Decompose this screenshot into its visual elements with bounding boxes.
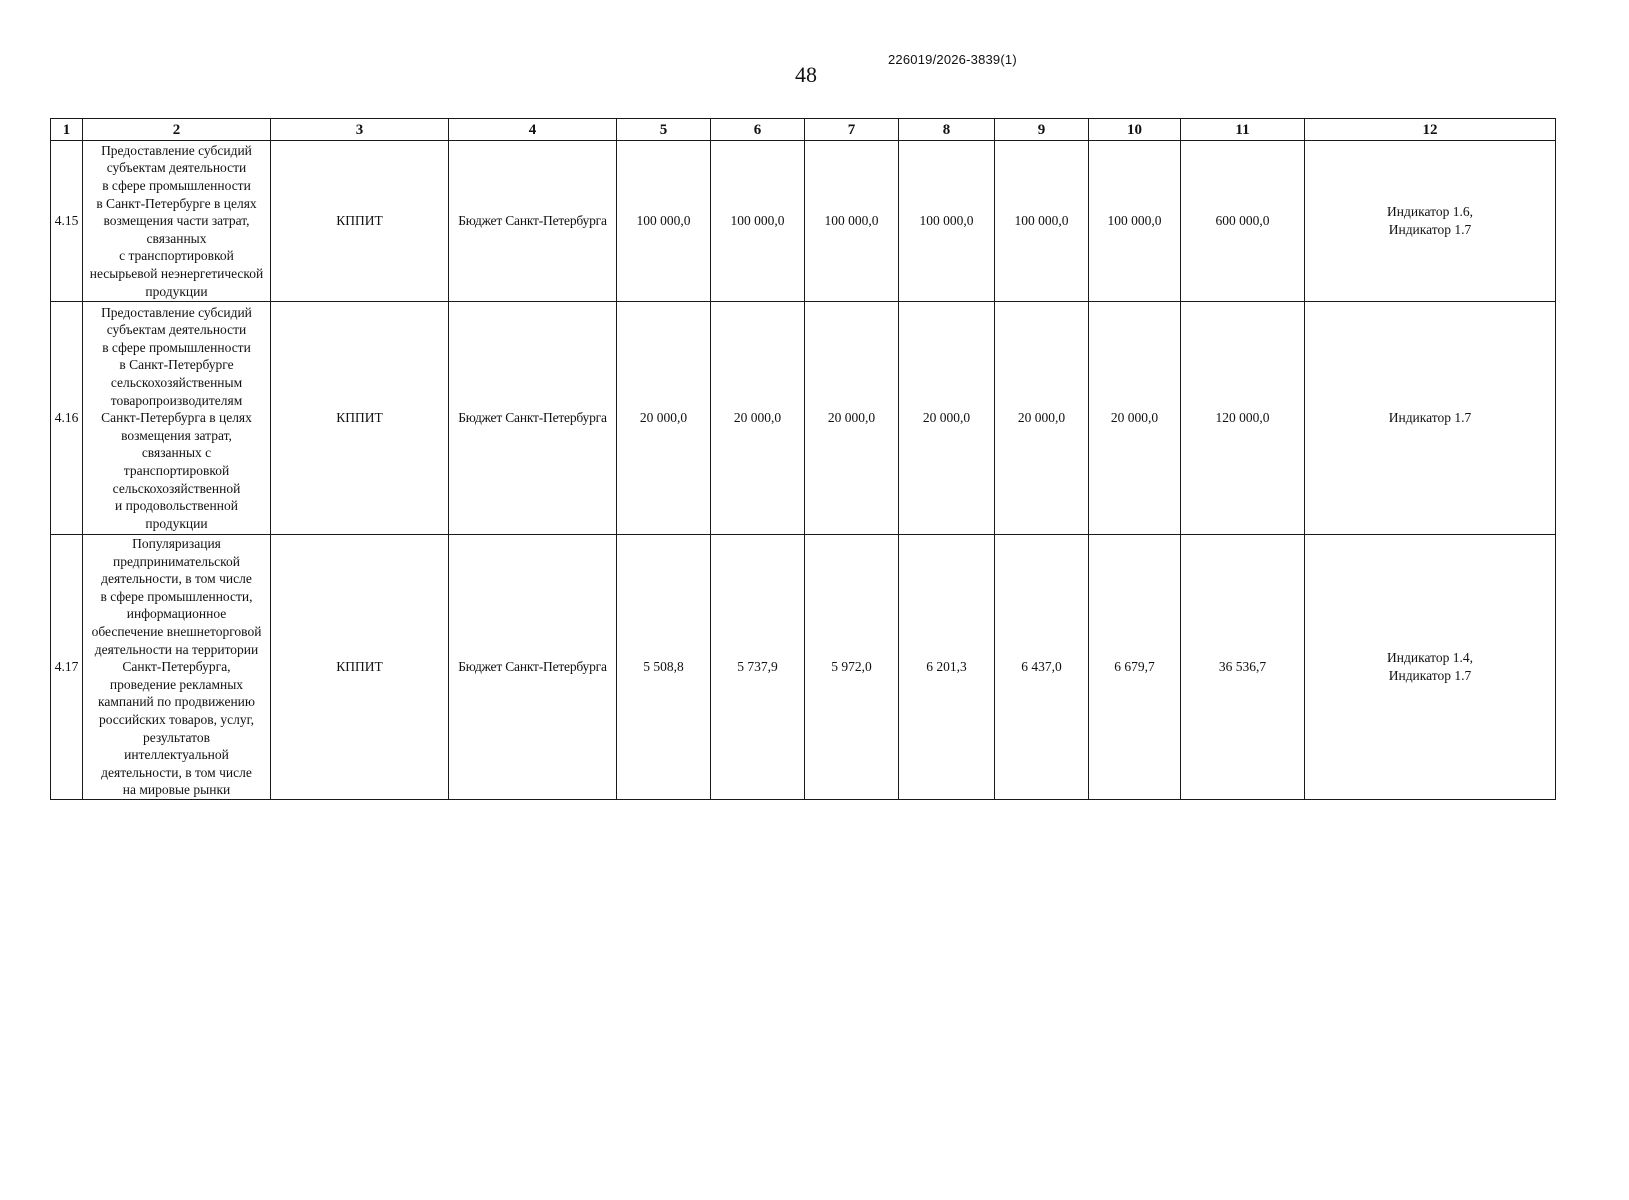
year-amount: 20 000,0 (711, 302, 805, 535)
total-amount: 120 000,0 (1181, 302, 1305, 535)
row-number: 4.17 (51, 535, 83, 800)
row-number: 4.15 (51, 141, 83, 302)
funding-source: Бюджет Санкт-Петербурга (449, 535, 617, 800)
page-number: 48 (795, 62, 817, 87)
measure-description: Предоставление субсидий субъектам деятельности в сфере промышленности в Санкт-Петербурге в целях возмещения части затрат, связанных с транспортировкой несырьевой неэнергетической продукции (83, 141, 271, 302)
year-amount: 5 972,0 (805, 535, 899, 800)
column-header: 4 (449, 119, 617, 141)
total-amount: 36 536,7 (1181, 535, 1305, 800)
column-header: 7 (805, 119, 899, 141)
year-amount: 6 679,7 (1089, 535, 1181, 800)
funding-source: Бюджет Санкт-Петербурга (449, 141, 617, 302)
year-amount: 100 000,0 (711, 141, 805, 302)
table-row (51, 535, 1556, 800)
year-amount: 100 000,0 (617, 141, 711, 302)
column-header: 10 (1089, 119, 1181, 141)
column-header: 6 (711, 119, 805, 141)
year-amount: 100 000,0 (805, 141, 899, 302)
column-header: 8 (899, 119, 995, 141)
executor: КППИТ (271, 302, 449, 535)
column-header: 12 (1305, 119, 1556, 141)
column-header: 2 (83, 119, 271, 141)
measure-description: Популяризация предпринимательской деятельности, в том числе в сфере промышленности, информационное обеспечение внешнеторговой деятельности на территории Санкт-Петербурга, проведение рекламных кампаний по продвижению российских товаров, услуг, результатов интеллектуальной деятельности, в том числе на мировые рынки (83, 535, 271, 800)
executor: КППИТ (271, 535, 449, 800)
year-amount: 20 000,0 (995, 302, 1089, 535)
funding-source: Бюджет Санкт-Петербурга (449, 302, 617, 535)
year-amount: 20 000,0 (805, 302, 899, 535)
indicator: Индикатор 1.4, Индикатор 1.7 (1305, 535, 1556, 800)
year-amount: 5 737,9 (711, 535, 805, 800)
indicator: Индикатор 1.6, Индикатор 1.7 (1305, 141, 1556, 302)
total-amount: 600 000,0 (1181, 141, 1305, 302)
year-amount: 100 000,0 (1089, 141, 1181, 302)
column-number-row (51, 119, 1556, 141)
table-row (51, 302, 1556, 535)
row-number: 4.16 (51, 302, 83, 535)
measure-description: Предоставление субсидий субъектам деятельности в сфере промышленности в Санкт-Петербурге сельскохозяйственным товаропроизводителям Санкт-Петербурга в целях возмещения затрат, связанных с транспортировкой сельскохозяйственной и продовольственной продукции (83, 302, 271, 535)
column-header: 5 (617, 119, 711, 141)
year-amount: 100 000,0 (995, 141, 1089, 302)
year-amount: 6 201,3 (899, 535, 995, 800)
year-amount: 100 000,0 (899, 141, 995, 302)
year-amount: 6 437,0 (995, 535, 1089, 800)
year-amount: 20 000,0 (899, 302, 995, 535)
year-amount: 20 000,0 (1089, 302, 1181, 535)
indicator: Индикатор 1.7 (1305, 302, 1556, 535)
column-header: 1 (51, 119, 83, 141)
budget-table (50, 118, 1556, 800)
table-row (51, 141, 1556, 302)
column-header: 11 (1181, 119, 1305, 141)
column-header: 9 (995, 119, 1089, 141)
year-amount: 20 000,0 (617, 302, 711, 535)
document-registration-number: 226019/2026-3839(1) (888, 52, 1017, 67)
year-amount: 5 508,8 (617, 535, 711, 800)
column-header: 3 (271, 119, 449, 141)
executor: КППИТ (271, 141, 449, 302)
